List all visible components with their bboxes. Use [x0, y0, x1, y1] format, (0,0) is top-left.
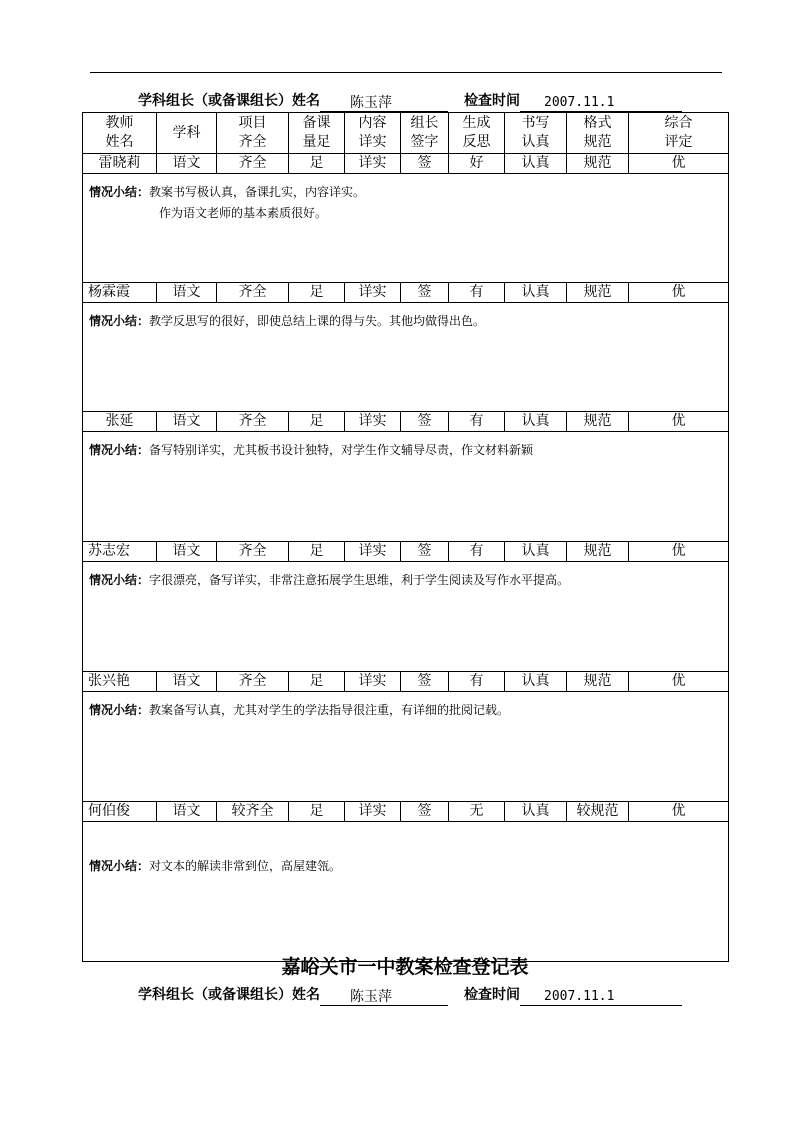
table-cell: 规范	[567, 672, 629, 692]
column-header-line: 姓名	[105, 134, 134, 150]
column-header-line: 综合	[664, 115, 693, 131]
summary-row	[83, 692, 729, 802]
summary-cell	[83, 692, 729, 802]
teacher-name-cell: 张兴艳	[83, 672, 157, 692]
table-cell: 签	[401, 672, 449, 692]
inspection-table	[82, 112, 729, 962]
summary-text-continued: 作为语文老师的基本素质很好。	[159, 206, 328, 220]
table-cell: 规范	[567, 154, 629, 174]
teacher-name-cell: 何伯俊	[83, 802, 157, 822]
teacher-name-cell: 苏志宏	[83, 542, 157, 562]
summary-cell	[83, 174, 729, 283]
table-cell: 签	[401, 542, 449, 562]
table-cell: 齐全	[217, 672, 289, 692]
table-cell: 优	[629, 672, 729, 692]
subject-leader-label: 学科组长（或备课组长）姓名	[138, 93, 320, 109]
summary-row	[83, 822, 729, 962]
table-cell: 规范	[567, 412, 629, 432]
summary-text: 教学反思写的很好，即使总结上课的得与失。其他均做得出色。	[149, 314, 486, 328]
table-cell: 认真	[505, 802, 567, 822]
table-cell: 语文	[157, 154, 217, 174]
table-cell: 详实	[345, 283, 401, 303]
summary-line	[89, 311, 722, 332]
check-date: 2007.11.1	[520, 988, 682, 1006]
table-cell: 优	[629, 542, 729, 562]
table-row	[83, 283, 729, 303]
leader-name: 陈玉萍	[320, 94, 448, 112]
column-header	[505, 113, 567, 154]
column-header	[449, 113, 505, 154]
column-header	[629, 113, 729, 154]
table-cell: 优	[629, 283, 729, 303]
column-header	[345, 113, 401, 154]
column-header-line: 教师	[105, 115, 134, 131]
summary-text: 字很漂亮，备写详实，非常注意拓展学生思维，利于学生阅读及写作水平提高。	[149, 573, 570, 587]
table-cell: 规范	[567, 542, 629, 562]
table-cell: 齐全	[217, 154, 289, 174]
column-header-line: 备课	[302, 115, 331, 131]
table-cell: 认真	[505, 672, 567, 692]
check-date: 2007.11.1	[520, 94, 682, 112]
table-cell: 较规范	[567, 802, 629, 822]
table-cell: 足	[289, 283, 345, 303]
table-cell: 足	[289, 412, 345, 432]
column-header-line: 生成	[462, 115, 491, 131]
column-header	[401, 113, 449, 154]
table-cell: 优	[629, 802, 729, 822]
table-cell: 有	[449, 542, 505, 562]
teacher-name-cell: 张延	[83, 412, 157, 432]
table-cell: 签	[401, 802, 449, 822]
table-cell: 认真	[505, 412, 567, 432]
summary-label: 情况小结：	[89, 859, 150, 873]
summary-row	[83, 562, 729, 672]
table-cell: 足	[289, 672, 345, 692]
table-cell: 有	[449, 412, 505, 432]
table-cell: 较齐全	[217, 802, 289, 822]
summary-text: 对文本的解读非常到位，高屋建瓴。	[149, 859, 342, 873]
column-header	[157, 113, 217, 154]
table-cell: 有	[449, 672, 505, 692]
table-cell: 详实	[345, 672, 401, 692]
table-row	[83, 672, 729, 692]
summary-row	[83, 432, 729, 542]
table-cell: 齐全	[217, 283, 289, 303]
column-header-line: 评定	[664, 134, 693, 150]
column-header	[567, 113, 629, 154]
summary-cell	[83, 432, 729, 542]
summary-cell	[83, 303, 729, 412]
header-row	[83, 113, 729, 154]
summary-line	[89, 570, 722, 591]
column-header	[217, 113, 289, 154]
table-cell: 规范	[567, 283, 629, 303]
summary-row	[83, 174, 729, 283]
column-header	[83, 113, 157, 154]
page-header	[138, 90, 682, 112]
column-header-line: 签字	[410, 134, 439, 150]
summary-cell	[83, 822, 729, 962]
subject-leader-label: 学科组长（或备课组长）姓名	[138, 987, 320, 1003]
table-cell: 优	[629, 412, 729, 432]
check-time-label: 检查时间	[464, 987, 520, 1003]
summary-text: 教案备写认真，尤其对学生的学法指导很注重，有详细的批阅记载。	[149, 703, 510, 717]
summary-line	[89, 700, 722, 721]
table-cell: 详实	[345, 154, 401, 174]
summary-label: 情况小结：	[89, 703, 150, 717]
column-header-text: 学科	[172, 124, 201, 141]
column-header-line: 认真	[521, 134, 550, 150]
column-header-line: 组长	[410, 115, 439, 131]
summary-text: 备写特别详实，尤其板书设计独特，对学生作文辅导尽责，作文材料新颖	[149, 443, 534, 457]
table-cell: 足	[289, 154, 345, 174]
column-header-line: 详实	[358, 134, 387, 150]
summary-line	[89, 182, 722, 203]
summary-text: 教案书写极认真，备课扎实，内容详实。	[149, 185, 366, 199]
table-cell: 认真	[505, 154, 567, 174]
summary-label: 情况小结：	[89, 443, 150, 457]
table-cell: 详实	[345, 542, 401, 562]
summary-label: 情况小结：	[89, 573, 150, 587]
table-cell: 无	[449, 802, 505, 822]
table-cell: 足	[289, 802, 345, 822]
table-row	[83, 542, 729, 562]
summary-label: 情况小结：	[89, 185, 150, 199]
summary-line	[89, 856, 722, 877]
column-header-line: 项目	[238, 115, 267, 131]
leader-name: 陈玉萍	[320, 988, 448, 1006]
table-row	[83, 154, 729, 174]
check-time-label: 检查时间	[464, 93, 520, 109]
footer-header	[138, 984, 682, 1006]
table-cell: 好	[449, 154, 505, 174]
column-header-line: 反思	[462, 134, 491, 150]
summary-cell	[83, 562, 729, 672]
document-title: 嘉峪关市一中教案检查登记表	[281, 956, 529, 978]
table-cell: 详实	[345, 802, 401, 822]
table-cell: 语文	[157, 802, 217, 822]
teacher-name-cell: 雷晓莉	[83, 154, 157, 174]
summary-line	[89, 440, 722, 461]
column-header-line: 量足	[302, 134, 331, 150]
table-cell: 语文	[157, 412, 217, 432]
table-cell: 认真	[505, 542, 567, 562]
table-cell: 语文	[157, 672, 217, 692]
column-header-line: 齐全	[238, 134, 267, 150]
summary-row	[83, 303, 729, 412]
table-cell: 认真	[505, 283, 567, 303]
table-cell: 齐全	[217, 412, 289, 432]
table-cell: 有	[449, 283, 505, 303]
table-row	[83, 802, 729, 822]
teacher-name-cell: 杨霖霞	[83, 283, 157, 303]
column-header-line: 内容	[358, 115, 387, 131]
summary-label: 情况小结：	[89, 314, 150, 328]
table-cell: 足	[289, 542, 345, 562]
table-cell: 签	[401, 283, 449, 303]
table-cell: 语文	[157, 283, 217, 303]
table-cell: 齐全	[217, 542, 289, 562]
table-cell: 签	[401, 154, 449, 174]
table-cell: 详实	[345, 412, 401, 432]
column-header-line: 规范	[583, 134, 612, 150]
table-row	[83, 412, 729, 432]
table-cell: 优	[629, 154, 729, 174]
table-cell: 签	[401, 412, 449, 432]
table-cell: 语文	[157, 542, 217, 562]
column-header-line: 格式	[583, 115, 612, 131]
top-rule	[90, 72, 722, 73]
column-header	[289, 113, 345, 154]
column-header-line: 书写	[521, 115, 550, 131]
